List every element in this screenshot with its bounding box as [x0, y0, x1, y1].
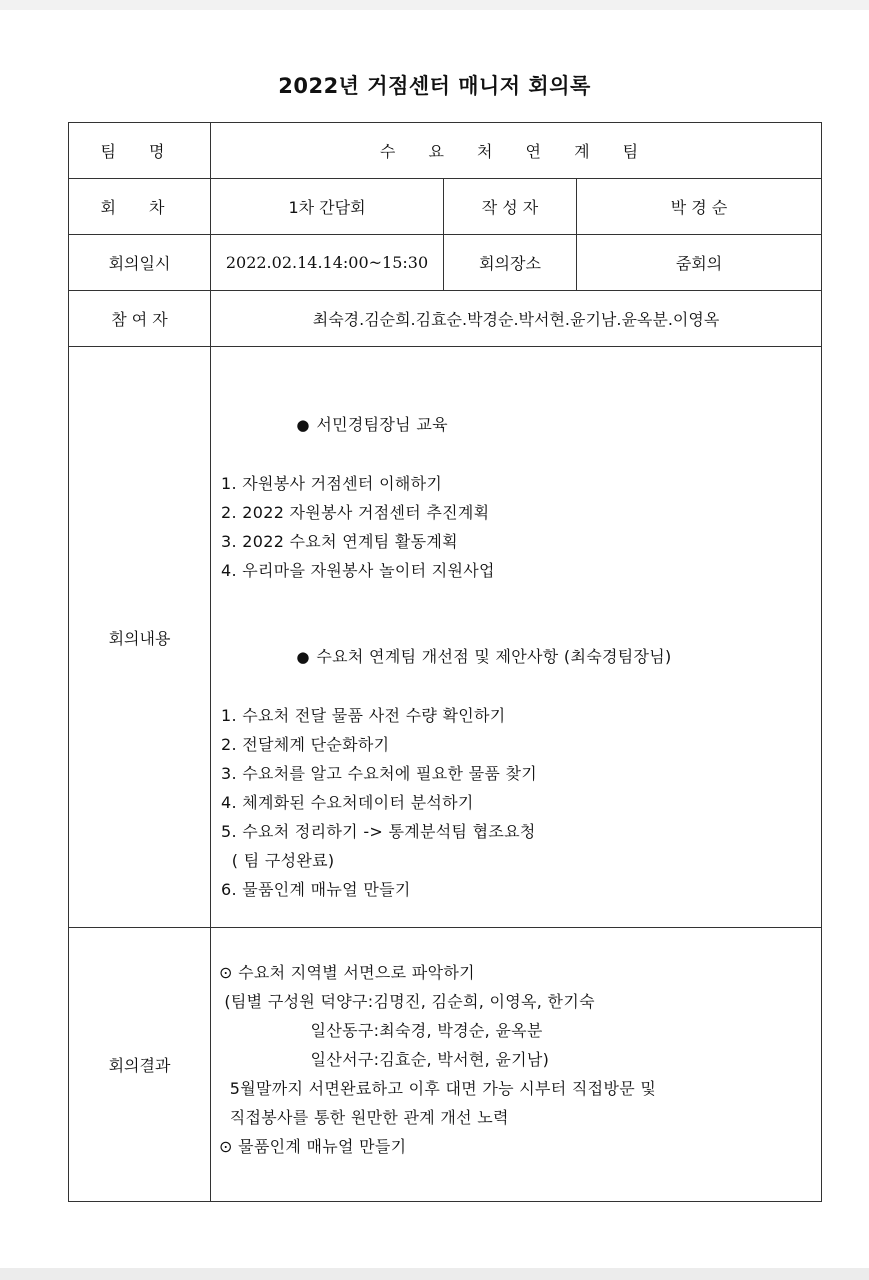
row-team — [69, 123, 822, 179]
content-section-1 — [221, 381, 821, 585]
document-page — [0, 10, 869, 1268]
list-item: 1. 수요처 전달 물품 사전 수량 확인하기 — [221, 706, 506, 725]
datetime-label: 회의일시 — [69, 235, 211, 291]
page-title: 2022년 거점센터 매니저 회의록 — [278, 74, 591, 98]
list-item: 2. 전달체계 단순화하기 — [221, 735, 390, 754]
bottom-strip — [0, 1268, 869, 1280]
participants-label: 참 여 자 — [69, 291, 211, 347]
team-label: 팀 명 — [69, 123, 211, 179]
author-value: 박 경 순 — [577, 179, 822, 235]
meeting-minutes-table — [68, 122, 822, 1202]
place-label: 회의장소 — [444, 235, 577, 291]
result-line: 일산서구:김효순, 박서현, 윤기남) — [219, 1050, 550, 1069]
participants-value: 최숙경.김순희.김효순.박경순.박서현.윤기남.윤옥분.이영옥 — [211, 291, 822, 347]
author-label: 작 성 자 — [444, 179, 577, 235]
result-line: ⊙ 물품인계 매뉴얼 만들기 — [219, 1137, 407, 1156]
content-section-2 — [221, 613, 821, 904]
list-item: 5. 수요처 정리하기 -> 통계분석팀 협조요청 — [221, 822, 536, 841]
list-item: 4. 체계화된 수요처데이터 분석하기 — [221, 793, 474, 812]
result-line: (팀별 구성원 덕양구:김명진, 김순희, 이영옥, 한기숙 — [219, 992, 595, 1011]
section-heading: 서민경팀장님 교육 — [316, 415, 448, 434]
place-value: 줌회의 — [577, 235, 822, 291]
list-item: 6. 물품인계 매뉴얼 만들기 — [221, 880, 411, 899]
row-content — [69, 347, 822, 928]
datetime-value: 2022.02.14.14:00~15:30 — [211, 235, 444, 291]
result-label: 회의결과 — [69, 928, 211, 1202]
list-item: 3. 2022 수요처 연계팀 활동계획 — [221, 532, 458, 551]
session-label: 회 차 — [69, 179, 211, 235]
bullet-icon: ● — [296, 648, 310, 666]
row-participants — [69, 291, 822, 347]
result-body — [211, 928, 822, 1202]
result-line: ⊙ 수요처 지역별 서면으로 파악하기 — [219, 963, 475, 982]
team-value: 수 요 처 연 계 팀 — [211, 123, 822, 179]
list-item: 4. 우리마을 자원봉사 놀이터 지원사업 — [221, 561, 495, 580]
row-session — [69, 179, 822, 235]
section-heading: 수요처 연계팀 개선점 및 제안사항 (최숙경팀장님) — [316, 647, 672, 666]
session-value: 1차 간담회 — [211, 179, 444, 235]
bullet-icon: ● — [296, 416, 310, 434]
result-line: 직접봉사를 통한 원만한 관계 개선 노력 — [219, 1108, 509, 1127]
result-line: 일산동구:최숙경, 박경순, 윤옥분 — [219, 1021, 543, 1040]
row-result — [69, 928, 822, 1202]
list-item: ( 팀 구성완료) — [221, 851, 335, 870]
row-datetime — [69, 235, 822, 291]
content-label: 회의내용 — [69, 347, 211, 928]
list-item: 3. 수요처를 알고 수요처에 필요한 물품 찾기 — [221, 764, 538, 783]
result-line: 5월말까지 서면완료하고 이후 대면 가능 시부터 직접방문 및 — [219, 1079, 657, 1098]
list-item: 1. 자원봉사 거점센터 이해하기 — [221, 474, 443, 493]
list-item: 2. 2022 자원봉사 거점센터 추진계획 — [221, 503, 490, 522]
content-body — [211, 347, 822, 928]
